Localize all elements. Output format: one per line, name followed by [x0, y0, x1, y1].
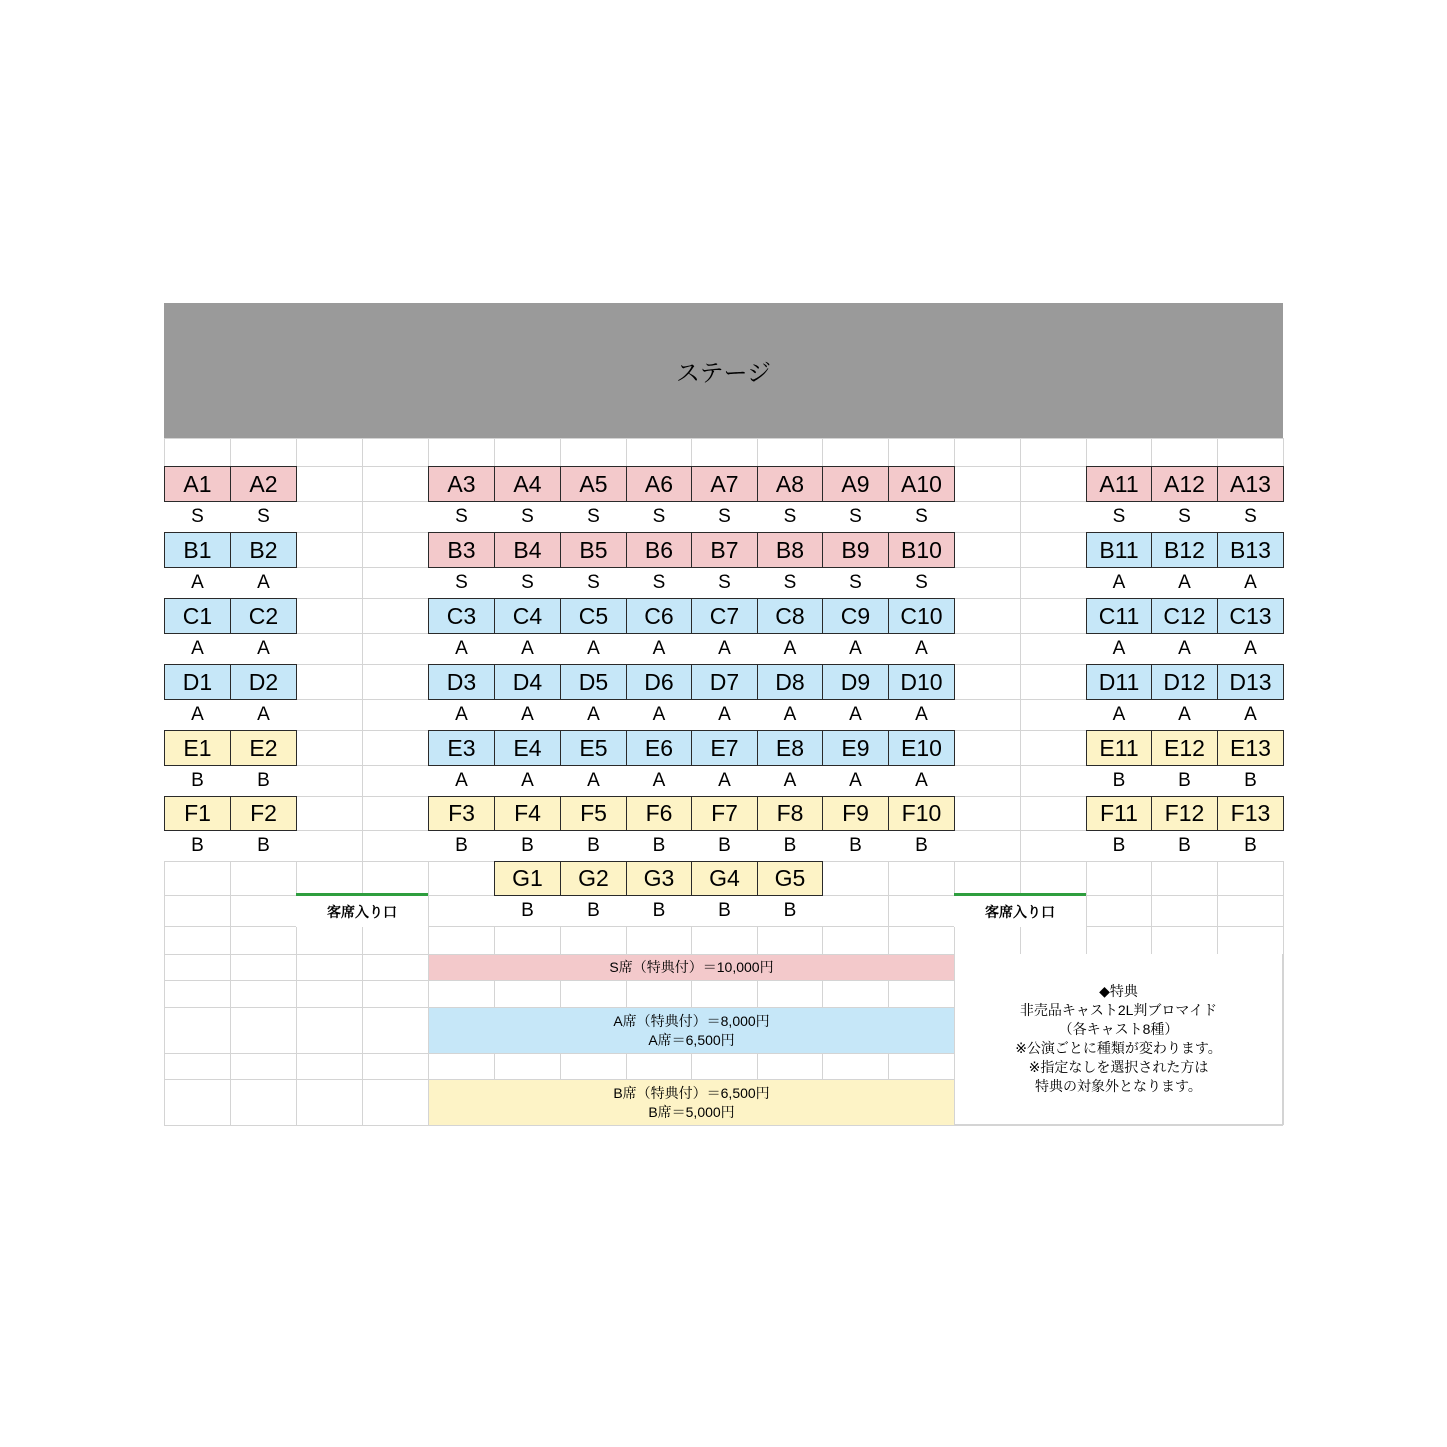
seat-E8[interactable]: E8 [757, 730, 823, 766]
seat-class-label: S [1217, 502, 1284, 532]
seat-class-label: B [757, 896, 823, 926]
seat-class-label: A [691, 700, 758, 730]
seat-C6[interactable]: C6 [626, 598, 692, 634]
seat-C1[interactable]: C1 [164, 598, 231, 634]
seat-E5[interactable]: E5 [560, 730, 627, 766]
seat-class-label: A [1151, 700, 1218, 730]
seat-class-label: S [494, 568, 561, 598]
seat-F1[interactable]: F1 [164, 796, 231, 831]
seat-class-label: S [691, 568, 758, 598]
seat-class-label: B [230, 831, 297, 861]
seat-class-label: B [822, 831, 889, 861]
seat-A6[interactable]: A6 [626, 466, 692, 502]
seat-F6[interactable]: F6 [626, 796, 692, 831]
seat-A1[interactable]: A1 [164, 466, 231, 502]
seat-class-label: A [888, 766, 955, 796]
seat-D5[interactable]: D5 [560, 664, 627, 700]
seat-class-label: S [888, 502, 955, 532]
seat-A12[interactable]: A12 [1151, 466, 1218, 502]
seat-class-label: A [1217, 700, 1284, 730]
seat-E1[interactable]: E1 [164, 730, 231, 766]
seat-class-label: A [428, 766, 495, 796]
seat-class-label: A [888, 634, 955, 664]
seat-B13[interactable]: B13 [1217, 532, 1284, 568]
seat-C9[interactable]: C9 [822, 598, 889, 634]
seat-class-label: B [494, 831, 561, 861]
seat-B11[interactable]: B11 [1086, 532, 1152, 568]
seat-class-label: A [822, 700, 889, 730]
seat-class-label: A [822, 634, 889, 664]
seat-class-label: S [164, 502, 231, 532]
seat-F10[interactable]: F10 [888, 796, 955, 831]
seat-D3[interactable]: D3 [428, 664, 495, 700]
seat-class-label: S [428, 568, 495, 598]
seat-B8[interactable]: B8 [757, 532, 823, 568]
seat-class-label: S [822, 502, 889, 532]
seat-C3[interactable]: C3 [428, 598, 495, 634]
seat-class-label: B [230, 766, 297, 796]
seat-E6[interactable]: E6 [626, 730, 692, 766]
seat-class-label: S [626, 568, 692, 598]
seat-B6[interactable]: B6 [626, 532, 692, 568]
seat-A11[interactable]: A11 [1086, 466, 1152, 502]
seat-class-label: A [494, 766, 561, 796]
seat-class-label: B [626, 831, 692, 861]
seat-C4[interactable]: C4 [494, 598, 561, 634]
seat-E11[interactable]: E11 [1086, 730, 1152, 766]
seat-class-label: B [1151, 766, 1218, 796]
seat-class-label: A [428, 700, 495, 730]
seat-class-label: B [1086, 766, 1152, 796]
stage [164, 303, 1283, 438]
seat-B10[interactable]: B10 [888, 532, 955, 568]
seat-class-label: A [1086, 634, 1152, 664]
seat-class-label: S [691, 502, 758, 532]
seat-E9[interactable]: E9 [822, 730, 889, 766]
seat-A8[interactable]: A8 [757, 466, 823, 502]
seat-D10[interactable]: D10 [888, 664, 955, 700]
bonus-line: （各キャスト8種） [1058, 1021, 1179, 1037]
seat-E10[interactable]: E10 [888, 730, 955, 766]
seat-B5[interactable]: B5 [560, 532, 627, 568]
seat-class-label: A [888, 700, 955, 730]
seat-G5[interactable]: G5 [757, 861, 823, 896]
seat-class-label: S [560, 502, 627, 532]
seat-G4[interactable]: G4 [691, 861, 758, 896]
price-line: A席（特典付）＝8,000円 [613, 1012, 770, 1029]
seat-C10[interactable]: C10 [888, 598, 955, 634]
grid-line [164, 438, 1283, 439]
seat-class-label: B [691, 896, 758, 926]
seat-C2[interactable]: C2 [230, 598, 297, 634]
seat-class-label: B [757, 831, 823, 861]
seat-class-label: A [626, 700, 692, 730]
entrance-label: 客席入り口 [954, 893, 1086, 927]
seat-E2[interactable]: E2 [230, 730, 297, 766]
seat-class-label: A [494, 700, 561, 730]
seat-F13[interactable]: F13 [1217, 796, 1284, 831]
seat-B9[interactable]: B9 [822, 532, 889, 568]
seat-A2[interactable]: A2 [230, 466, 297, 502]
seat-G2[interactable]: G2 [560, 861, 627, 896]
seat-D7[interactable]: D7 [691, 664, 758, 700]
seat-class-label: S [1086, 502, 1152, 532]
seat-class-label: S [888, 568, 955, 598]
seat-D2[interactable]: D2 [230, 664, 297, 700]
seat-D1[interactable]: D1 [164, 664, 231, 700]
seat-class-label: A [757, 634, 823, 664]
seat-class-label: A [757, 700, 823, 730]
seat-C5[interactable]: C5 [560, 598, 627, 634]
seat-class-label: A [822, 766, 889, 796]
bonus-line: 非売品キャスト2L判ブロマイド [1019, 1002, 1218, 1018]
seat-class-label: A [428, 634, 495, 664]
seat-F8[interactable]: F8 [757, 796, 823, 831]
entrance-label: 客席入り口 [296, 893, 428, 927]
seat-D4[interactable]: D4 [494, 664, 561, 700]
seat-class-label: B [164, 831, 231, 861]
seat-class-label: A [230, 634, 297, 664]
seat-class-label: B [164, 766, 231, 796]
seat-class-label: B [888, 831, 955, 861]
seat-F2[interactable]: F2 [230, 796, 297, 831]
seat-class-label: S [428, 502, 495, 532]
grid-line [362, 438, 363, 1125]
seat-class-label: S [494, 502, 561, 532]
seat-F5[interactable]: F5 [560, 796, 627, 831]
seat-class-label: B [1151, 831, 1218, 861]
seat-C13[interactable]: C13 [1217, 598, 1284, 634]
seat-A7[interactable]: A7 [691, 466, 758, 502]
bonus-note [954, 954, 1283, 1125]
seat-E12[interactable]: E12 [1151, 730, 1218, 766]
seat-C7[interactable]: C7 [691, 598, 758, 634]
seat-class-label: S [230, 502, 297, 532]
seat-class-label: S [560, 568, 627, 598]
seat-class-label: A [1217, 634, 1284, 664]
seat-E13[interactable]: E13 [1217, 730, 1284, 766]
seat-B3[interactable]: B3 [428, 532, 495, 568]
seat-class-label: S [757, 568, 823, 598]
seat-B12[interactable]: B12 [1151, 532, 1218, 568]
seat-class-label: S [822, 568, 889, 598]
seat-class-label: B [560, 896, 627, 926]
seat-class-label: B [560, 831, 627, 861]
seat-E4[interactable]: E4 [494, 730, 561, 766]
seat-class-label: A [230, 700, 297, 730]
seat-class-label: A [560, 634, 627, 664]
seat-class-label: B [428, 831, 495, 861]
seat-B2[interactable]: B2 [230, 532, 297, 568]
seat-class-label: A [164, 700, 231, 730]
bonus-line: ※指定なしを選択された方は [1028, 1059, 1209, 1075]
seat-D12[interactable]: D12 [1151, 664, 1218, 700]
bonus-line: ※公演ごとに種類が変わります。 [1015, 1040, 1222, 1056]
seat-E7[interactable]: E7 [691, 730, 758, 766]
price-line: B席＝5,000円 [648, 1103, 735, 1120]
seat-G1[interactable]: G1 [494, 861, 561, 896]
seat-D8[interactable]: D8 [757, 664, 823, 700]
seat-A13[interactable]: A13 [1217, 466, 1284, 502]
seat-class-label: A [1217, 568, 1284, 598]
seat-class-label: A [560, 700, 627, 730]
seat-class-label: A [1086, 700, 1152, 730]
seat-class-label: A [691, 634, 758, 664]
seat-class-label: A [494, 634, 561, 664]
price-line: A席＝6,500円 [648, 1031, 735, 1048]
seat-C11[interactable]: C11 [1086, 598, 1152, 634]
seat-class-label: A [1151, 568, 1218, 598]
seat-E3[interactable]: E3 [428, 730, 495, 766]
seat-A9[interactable]: A9 [822, 466, 889, 502]
seat-F9[interactable]: F9 [822, 796, 889, 831]
seat-A4[interactable]: A4 [494, 466, 561, 502]
seat-class-label: A [691, 766, 758, 796]
seat-D13[interactable]: D13 [1217, 664, 1284, 700]
seat-class-label: S [626, 502, 692, 532]
seat-B4[interactable]: B4 [494, 532, 561, 568]
seat-F12[interactable]: F12 [1151, 796, 1218, 831]
seat-class-label: A [164, 634, 231, 664]
seat-class-label: B [1217, 766, 1284, 796]
seat-A10[interactable]: A10 [888, 466, 955, 502]
seat-F3[interactable]: F3 [428, 796, 495, 831]
seat-F11[interactable]: F11 [1086, 796, 1152, 831]
seat-A3[interactable]: A3 [428, 466, 495, 502]
seat-class-label: S [757, 502, 823, 532]
seat-F7[interactable]: F7 [691, 796, 758, 831]
seat-class-label: A [1086, 568, 1152, 598]
seat-class-label: A [1151, 634, 1218, 664]
seat-class-label: A [560, 766, 627, 796]
bonus-line: ◆特典 [1099, 983, 1138, 999]
seat-class-label: B [1086, 831, 1152, 861]
bonus-line: 特典の対象外となります。 [1035, 1078, 1202, 1094]
seat-class-label: B [1217, 831, 1284, 861]
seat-B1[interactable]: B1 [164, 532, 231, 568]
seat-class-label: B [626, 896, 692, 926]
price-box-a [428, 1007, 955, 1054]
price-box-b [428, 1079, 955, 1126]
seat-class-label: A [757, 766, 823, 796]
seat-class-label: A [626, 766, 692, 796]
seat-C8[interactable]: C8 [757, 598, 823, 634]
seat-D6[interactable]: D6 [626, 664, 692, 700]
seat-class-label: A [626, 634, 692, 664]
price-line: B席（特典付）＝6,500円 [613, 1084, 770, 1101]
seat-F4[interactable]: F4 [494, 796, 561, 831]
price-line: S席（特典付）＝10,000円 [609, 959, 774, 975]
seat-class-label: A [230, 568, 297, 598]
seat-D9[interactable]: D9 [822, 664, 889, 700]
seat-C12[interactable]: C12 [1151, 598, 1218, 634]
price-box-s [428, 954, 955, 981]
seat-class-label: B [691, 831, 758, 861]
seat-A5[interactable]: A5 [560, 466, 627, 502]
stage-label: ステージ [675, 360, 772, 387]
seat-B7[interactable]: B7 [691, 532, 758, 568]
seat-G3[interactable]: G3 [626, 861, 692, 896]
seat-D11[interactable]: D11 [1086, 664, 1152, 700]
seat-class-label: S [1151, 502, 1218, 532]
seat-class-label: B [494, 896, 561, 926]
seat-class-label: A [164, 568, 231, 598]
